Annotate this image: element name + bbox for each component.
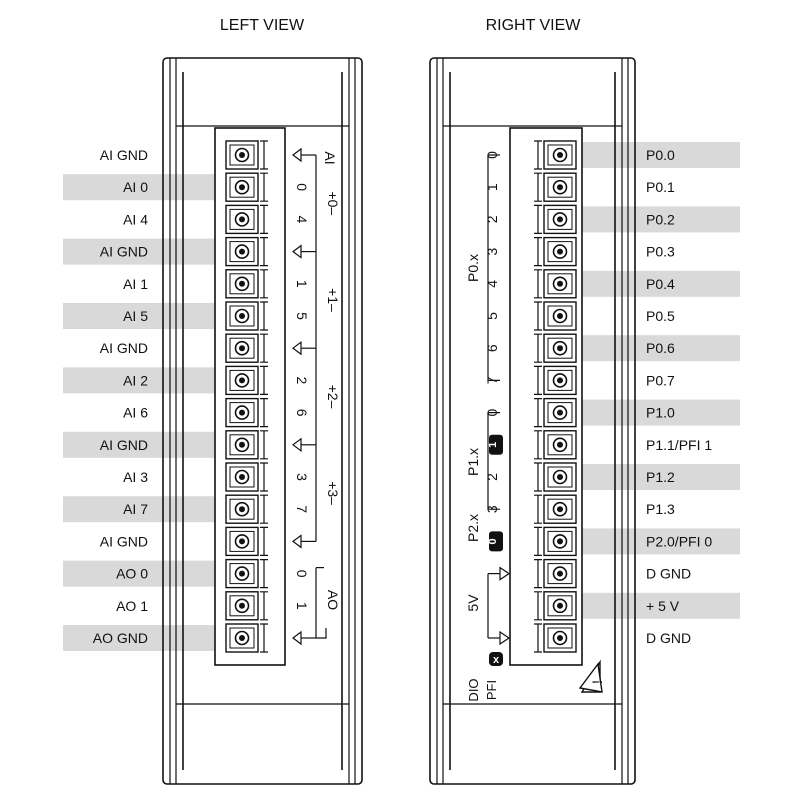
screw-terminal bbox=[534, 238, 576, 266]
left-pin-label: AI 4 bbox=[123, 211, 148, 228]
left-pin-label: AI GND bbox=[99, 436, 148, 453]
channel-digit: 5 bbox=[294, 312, 310, 320]
screw-terminal bbox=[226, 238, 268, 266]
right-pin-label: P0.0 bbox=[646, 147, 675, 163]
channel-pair-label: +1– bbox=[325, 288, 341, 312]
right-view-title: RIGHT VIEW bbox=[485, 17, 581, 34]
channel-digit: 1 bbox=[294, 279, 310, 288]
screw-terminal bbox=[226, 431, 268, 459]
left-pin-label: AI 1 bbox=[123, 275, 148, 292]
screw-terminal bbox=[226, 205, 268, 233]
p0-digit: 4 bbox=[484, 279, 500, 288]
screw-terminal bbox=[226, 366, 268, 394]
pfi-badge-1-text: 1 bbox=[487, 441, 499, 448]
screw-terminal bbox=[226, 399, 268, 427]
right-pin-label: P0.5 bbox=[646, 308, 675, 324]
screw-terminal bbox=[534, 302, 576, 330]
left-pin-label: AI 7 bbox=[123, 501, 148, 518]
ground-arrow bbox=[293, 149, 301, 161]
screw-terminal bbox=[226, 463, 268, 491]
screw-terminal bbox=[534, 592, 576, 620]
left-pin-label: AI 5 bbox=[123, 308, 148, 324]
screw-terminal bbox=[534, 495, 576, 523]
left-pin-label: AI GND bbox=[99, 147, 148, 163]
p0-digit: 2 bbox=[484, 215, 500, 224]
p0-digit: 3 bbox=[484, 247, 500, 256]
right-pin-label: P1.1/PFI 1 bbox=[646, 436, 713, 453]
screw-terminal bbox=[226, 302, 268, 330]
p0-digit: 0 bbox=[484, 151, 500, 159]
screw-terminal bbox=[226, 141, 268, 169]
channel-digit: 4 bbox=[294, 215, 310, 224]
ao-digit: 0 bbox=[294, 569, 310, 578]
channel-digit: 7 bbox=[294, 505, 310, 514]
screw-terminal bbox=[534, 205, 576, 233]
right-terminals bbox=[534, 141, 576, 652]
p0-group-label: P0.x bbox=[465, 253, 481, 283]
warning-symbol: ! bbox=[589, 680, 605, 684]
ground-arrow bbox=[293, 535, 301, 547]
screw-terminal bbox=[534, 366, 576, 394]
screw-terminal bbox=[226, 624, 268, 652]
left-pin-label: AI GND bbox=[99, 340, 148, 357]
ground-arrow bbox=[500, 632, 509, 644]
screw-terminal bbox=[226, 527, 268, 555]
left-pin-shading bbox=[63, 147, 215, 651]
ao-header: AO bbox=[325, 589, 341, 611]
legend-pfi: PFI bbox=[484, 679, 499, 701]
left-pin-label: AI 6 bbox=[123, 404, 148, 421]
left-view-title: LEFT VIEW bbox=[219, 17, 305, 34]
p2-group-label: P2.x bbox=[465, 513, 481, 543]
channel-digit: 2 bbox=[294, 376, 310, 385]
channel-pair-label: +2– bbox=[325, 384, 341, 409]
left-annotations bbox=[293, 149, 341, 644]
right-pin-label: P1.3 bbox=[646, 501, 675, 518]
screw-terminal bbox=[534, 399, 576, 427]
screw-terminal bbox=[534, 463, 576, 491]
ai-header: AI bbox=[322, 151, 338, 165]
screw-terminal bbox=[226, 592, 268, 620]
left-pin-label: AI 3 bbox=[123, 469, 148, 485]
ground-arrow bbox=[293, 246, 301, 258]
right-pin-label: D GND bbox=[646, 565, 692, 582]
left-device-body bbox=[163, 58, 362, 784]
p0-digit: 6 bbox=[484, 344, 500, 353]
left-pin-label: AI GND bbox=[99, 533, 148, 550]
channel-pair-label: +3– bbox=[325, 481, 341, 505]
right-pin-label: P0.1 bbox=[646, 179, 675, 196]
right-pin-label: P0.3 bbox=[646, 243, 675, 260]
screw-terminal bbox=[534, 431, 576, 459]
p1-digit: 0 bbox=[484, 408, 500, 417]
legend-badge-text: x bbox=[492, 654, 500, 666]
screw-terminal bbox=[534, 173, 576, 201]
channel-digit: 0 bbox=[294, 183, 310, 192]
screw-terminal bbox=[226, 173, 268, 201]
right-pin-label: P0.7 bbox=[646, 372, 675, 389]
right-pin-label: P1.2 bbox=[646, 469, 675, 485]
right-pin-label: + 5 V bbox=[646, 597, 680, 614]
channel-digit: 3 bbox=[294, 473, 310, 481]
screw-terminal bbox=[534, 527, 576, 555]
right-pin-label: P0.2 bbox=[646, 211, 675, 228]
screw-terminal bbox=[534, 624, 576, 652]
left-pin-label: AI 2 bbox=[123, 372, 148, 389]
right-pin-label: P0.6 bbox=[646, 340, 675, 357]
ground-arrow bbox=[293, 342, 301, 354]
screw-terminal bbox=[226, 495, 268, 523]
p1-digit: 3 bbox=[484, 505, 500, 514]
screw-terminal bbox=[534, 141, 576, 169]
right-pin-label: P0.4 bbox=[646, 275, 675, 292]
right-pin-label: D GND bbox=[646, 630, 692, 646]
left-pin-label: AO GND bbox=[92, 630, 148, 646]
channel-pair-label: +0– bbox=[325, 191, 341, 216]
p1-group-label: P1.x bbox=[465, 447, 481, 477]
right-pin-label: P1.0 bbox=[646, 404, 675, 421]
right-pin-label: P2.0/PFI 0 bbox=[646, 533, 713, 550]
screw-terminal bbox=[226, 560, 268, 588]
screw-terminal bbox=[534, 560, 576, 588]
screw-terminal bbox=[534, 270, 576, 298]
left-pin-label: AI GND bbox=[99, 243, 148, 260]
warning-triangle bbox=[580, 664, 602, 692]
legend-dio: DIO bbox=[466, 678, 481, 702]
screw-terminal bbox=[226, 270, 268, 298]
left-terminals bbox=[226, 141, 268, 652]
left-pin-label: AO 1 bbox=[116, 597, 148, 614]
p0-digit: 7 bbox=[484, 376, 500, 385]
pfi-badge-0-text: 0 bbox=[487, 538, 499, 545]
screw-terminal bbox=[226, 334, 268, 362]
ground-arrow bbox=[293, 439, 301, 451]
channel-digit: 6 bbox=[294, 408, 310, 417]
right-pin-shading bbox=[582, 142, 740, 646]
p1-bracket bbox=[488, 413, 500, 510]
left-pin-label: AI 0 bbox=[123, 179, 148, 196]
screw-terminal bbox=[534, 334, 576, 362]
ao-digit: 1 bbox=[294, 601, 310, 610]
p0-digit: 1 bbox=[484, 183, 500, 192]
left-pin-label: AO 0 bbox=[116, 565, 148, 582]
ground-arrow bbox=[500, 568, 509, 580]
p1-digit: 2 bbox=[484, 473, 500, 481]
power-label: 5V bbox=[465, 594, 481, 612]
ground-arrow bbox=[293, 632, 301, 644]
p0-digit: 5 bbox=[484, 312, 500, 320]
